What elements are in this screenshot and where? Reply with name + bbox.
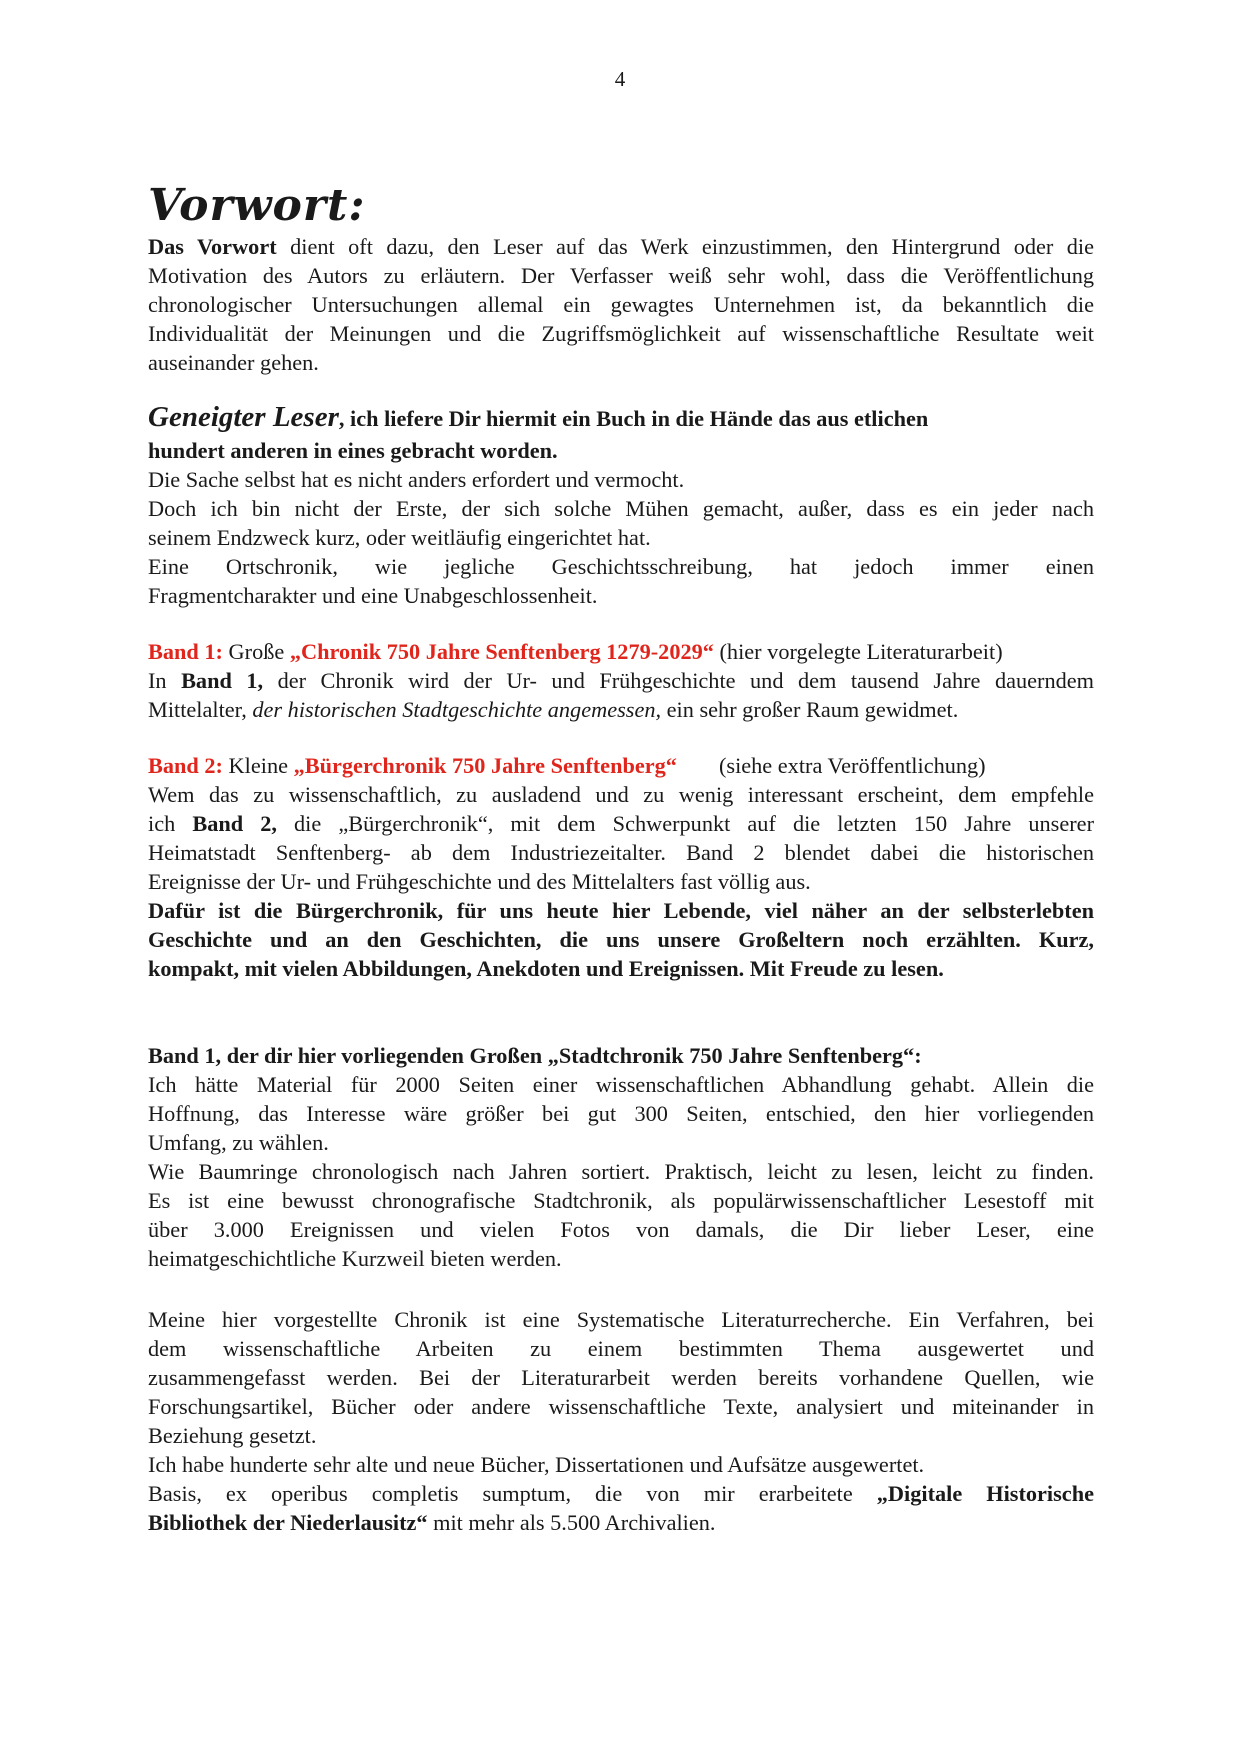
band2-line: Band 2: Kleine „Bürgerchronik 750 Jahre Senftenberg“ (siehe extra Veröffentlichung)	[148, 753, 986, 778]
method-line: Beziehung gesetzt.	[148, 1423, 317, 1448]
band1-detail-line: Wie Baumringe chronologisch nach Jahren sortiert. Praktisch, leicht zu lesen, leicht zu finden.	[148, 1159, 1094, 1184]
band1-title: „Chronik 750 Jahre Senftenberg 1279-2029“	[289, 639, 714, 664]
band1-detail-heading: Band 1, der dir hier vorliegenden Großen „Stadtchronik 750 Jahre Senftenberg“:	[148, 1043, 922, 1068]
method-paragraph	[148, 1305, 1094, 1537]
page-title: Vorwort:	[148, 180, 366, 231]
intro-paragraph	[148, 232, 1094, 377]
reader-greeting: Geneigter Leser	[148, 401, 339, 433]
band1-line: In Band 1, der Chronik wird der Ur- und Frühgeschichte und dem tausend Jahre dauerndem	[148, 668, 1094, 693]
intro-line: auseinander gehen.	[148, 350, 319, 375]
band2-line: ich Band 2, die „Bürgerchronik“, mit dem Schwerpunkt auf die letzten 150 Jahre unserer	[148, 811, 1095, 836]
band1-detail-line: über 3.000 Ereignissen und vielen Fotos von damals, die Dir lieber Leser, eine	[148, 1217, 1094, 1242]
method-line: Forschungsartikel, Bücher oder andere wissenschaftliche Texte, analysiert und miteinander in	[148, 1394, 1094, 1419]
method-line: Bibliothek der Niederlausitz“ mit mehr als 5.500 Archivalien.	[148, 1510, 716, 1535]
reader-line: Die Sache selbst hat es nicht anders erfordert und vermocht.	[148, 467, 685, 492]
intro-line: Motivation des Autors zu erläutern. Der Verfasser weiß sehr wohl, dass die Veröffentlichung	[148, 263, 1094, 288]
intro-lead: Das Vorwort	[148, 234, 277, 259]
method-line: Meine hier vorgestellte Chronik ist eine Systematische Literaturrecherche. Ein Verfahren, bei	[148, 1307, 1094, 1332]
intro-line: chronologischer Untersuchungen allemal ein gewagtes Unternehmen ist, da bekanntlich die	[148, 292, 1094, 317]
band1-label: Band 1:	[148, 639, 223, 664]
method-line: Basis, ex operibus completis sumptum, die von mir erarbeitete „Digitale Historische	[148, 1481, 1094, 1506]
band1-detail-paragraph	[148, 1041, 1094, 1273]
band2-line: Ereignisse der Ur- und Frühgeschichte und des Mittelalters fast völlig aus.	[148, 869, 811, 894]
band1-detail-line: Hoffnung, das Interesse wäre größer bei gut 300 Seiten, entschied, den hier vorliegenden	[148, 1101, 1094, 1126]
band2-label: Band 2:	[148, 753, 223, 778]
reader-heading-line: Geneigter Leser, ich liefere Dir hiermit ein Buch in die Hände das aus etlichen	[148, 401, 929, 433]
reader-line: seinem Endzweck kurz, oder weitläufig eingerichtet hat.	[148, 525, 651, 550]
band2-bold-line: kompakt, mit vielen Abbildungen, Anekdoten und Ereignissen. Mit Freude zu lesen.	[148, 956, 944, 981]
band1-paragraph	[148, 637, 1094, 724]
page-number: 4	[614, 67, 626, 91]
band1-line: Mittelalter, der historischen Stadtgeschichte angemessen, ein sehr großer Raum gewidmet.	[148, 697, 959, 722]
band2-paragraph	[148, 751, 1094, 983]
band1-detail-line: Umfang, zu wählen.	[148, 1130, 329, 1155]
method-line: dem wissenschaftliche Arbeiten zu einem bestimmten Thema ausgewertet und	[148, 1336, 1094, 1361]
reader-line: Eine Ortschronik, wie jegliche Geschichtsschreibung, hat jedoch immer einen	[148, 554, 1094, 579]
band1-line: Band 1: Große „Chronik 750 Jahre Senftenberg 1279-2029“ (hier vorgelegte Literaturarbeit)	[148, 639, 1003, 664]
reader-paragraph	[148, 400, 1094, 610]
band2-line: Wem das zu wissenschaftlich, zu ausladend und zu wenig interessant erscheint, dem empfehle	[148, 782, 1094, 807]
band1-detail-line: heimatgeschichtliche Kurzweil bieten werden.	[148, 1246, 562, 1271]
band2-bold-line: Geschichte und an den Geschichten, die uns unsere Großeltern noch erzählten. Kurz,	[148, 927, 1094, 952]
intro-line: Das Vorwort dient oft dazu, den Leser auf das Werk einzustimmen, den Hintergrund oder die	[148, 234, 1094, 259]
method-line: Ich habe hunderte sehr alte und neue Bücher, Dissertationen und Aufsätze ausgewertet.	[148, 1452, 925, 1477]
page-content	[148, 180, 1094, 1537]
intro-line: Individualität der Meinungen und die Zugriffsmöglichkeit auf wissenschaftliche Resultate weit	[148, 321, 1094, 346]
band2-title: „Bürgerchronik 750 Jahre Senftenberg“	[293, 753, 677, 778]
reader-heading-line: hundert anderen in eines gebracht worden.	[148, 438, 558, 463]
band1-detail-line: Es ist eine bewusst chronografische Stadtchronik, als populärwissenschaftlicher Lesestoff mit	[148, 1188, 1094, 1213]
band1-detail-line: Ich hätte Material für 2000 Seiten einer wissenschaftlichen Abhandlung gehabt. Allein die	[148, 1072, 1094, 1097]
method-line: zusammengefasst werden. Bei der Literaturarbeit werden bereits vorhandene Quellen, wie	[148, 1365, 1094, 1390]
reader-line: Doch ich bin nicht der Erste, der sich solche Mühen gemacht, außer, dass es ein jeder nach	[148, 496, 1094, 521]
band2-line: Heimatstadt Senftenberg- ab dem Industriezeitalter. Band 2 blendet dabei die historischen	[148, 840, 1094, 865]
band2-bold-line: Dafür ist die Bürgerchronik, für uns heute hier Lebende, viel näher an der selbsterlebten	[148, 898, 1094, 923]
reader-line: Fragmentcharakter und eine Unabgeschlossenheit.	[148, 583, 598, 608]
